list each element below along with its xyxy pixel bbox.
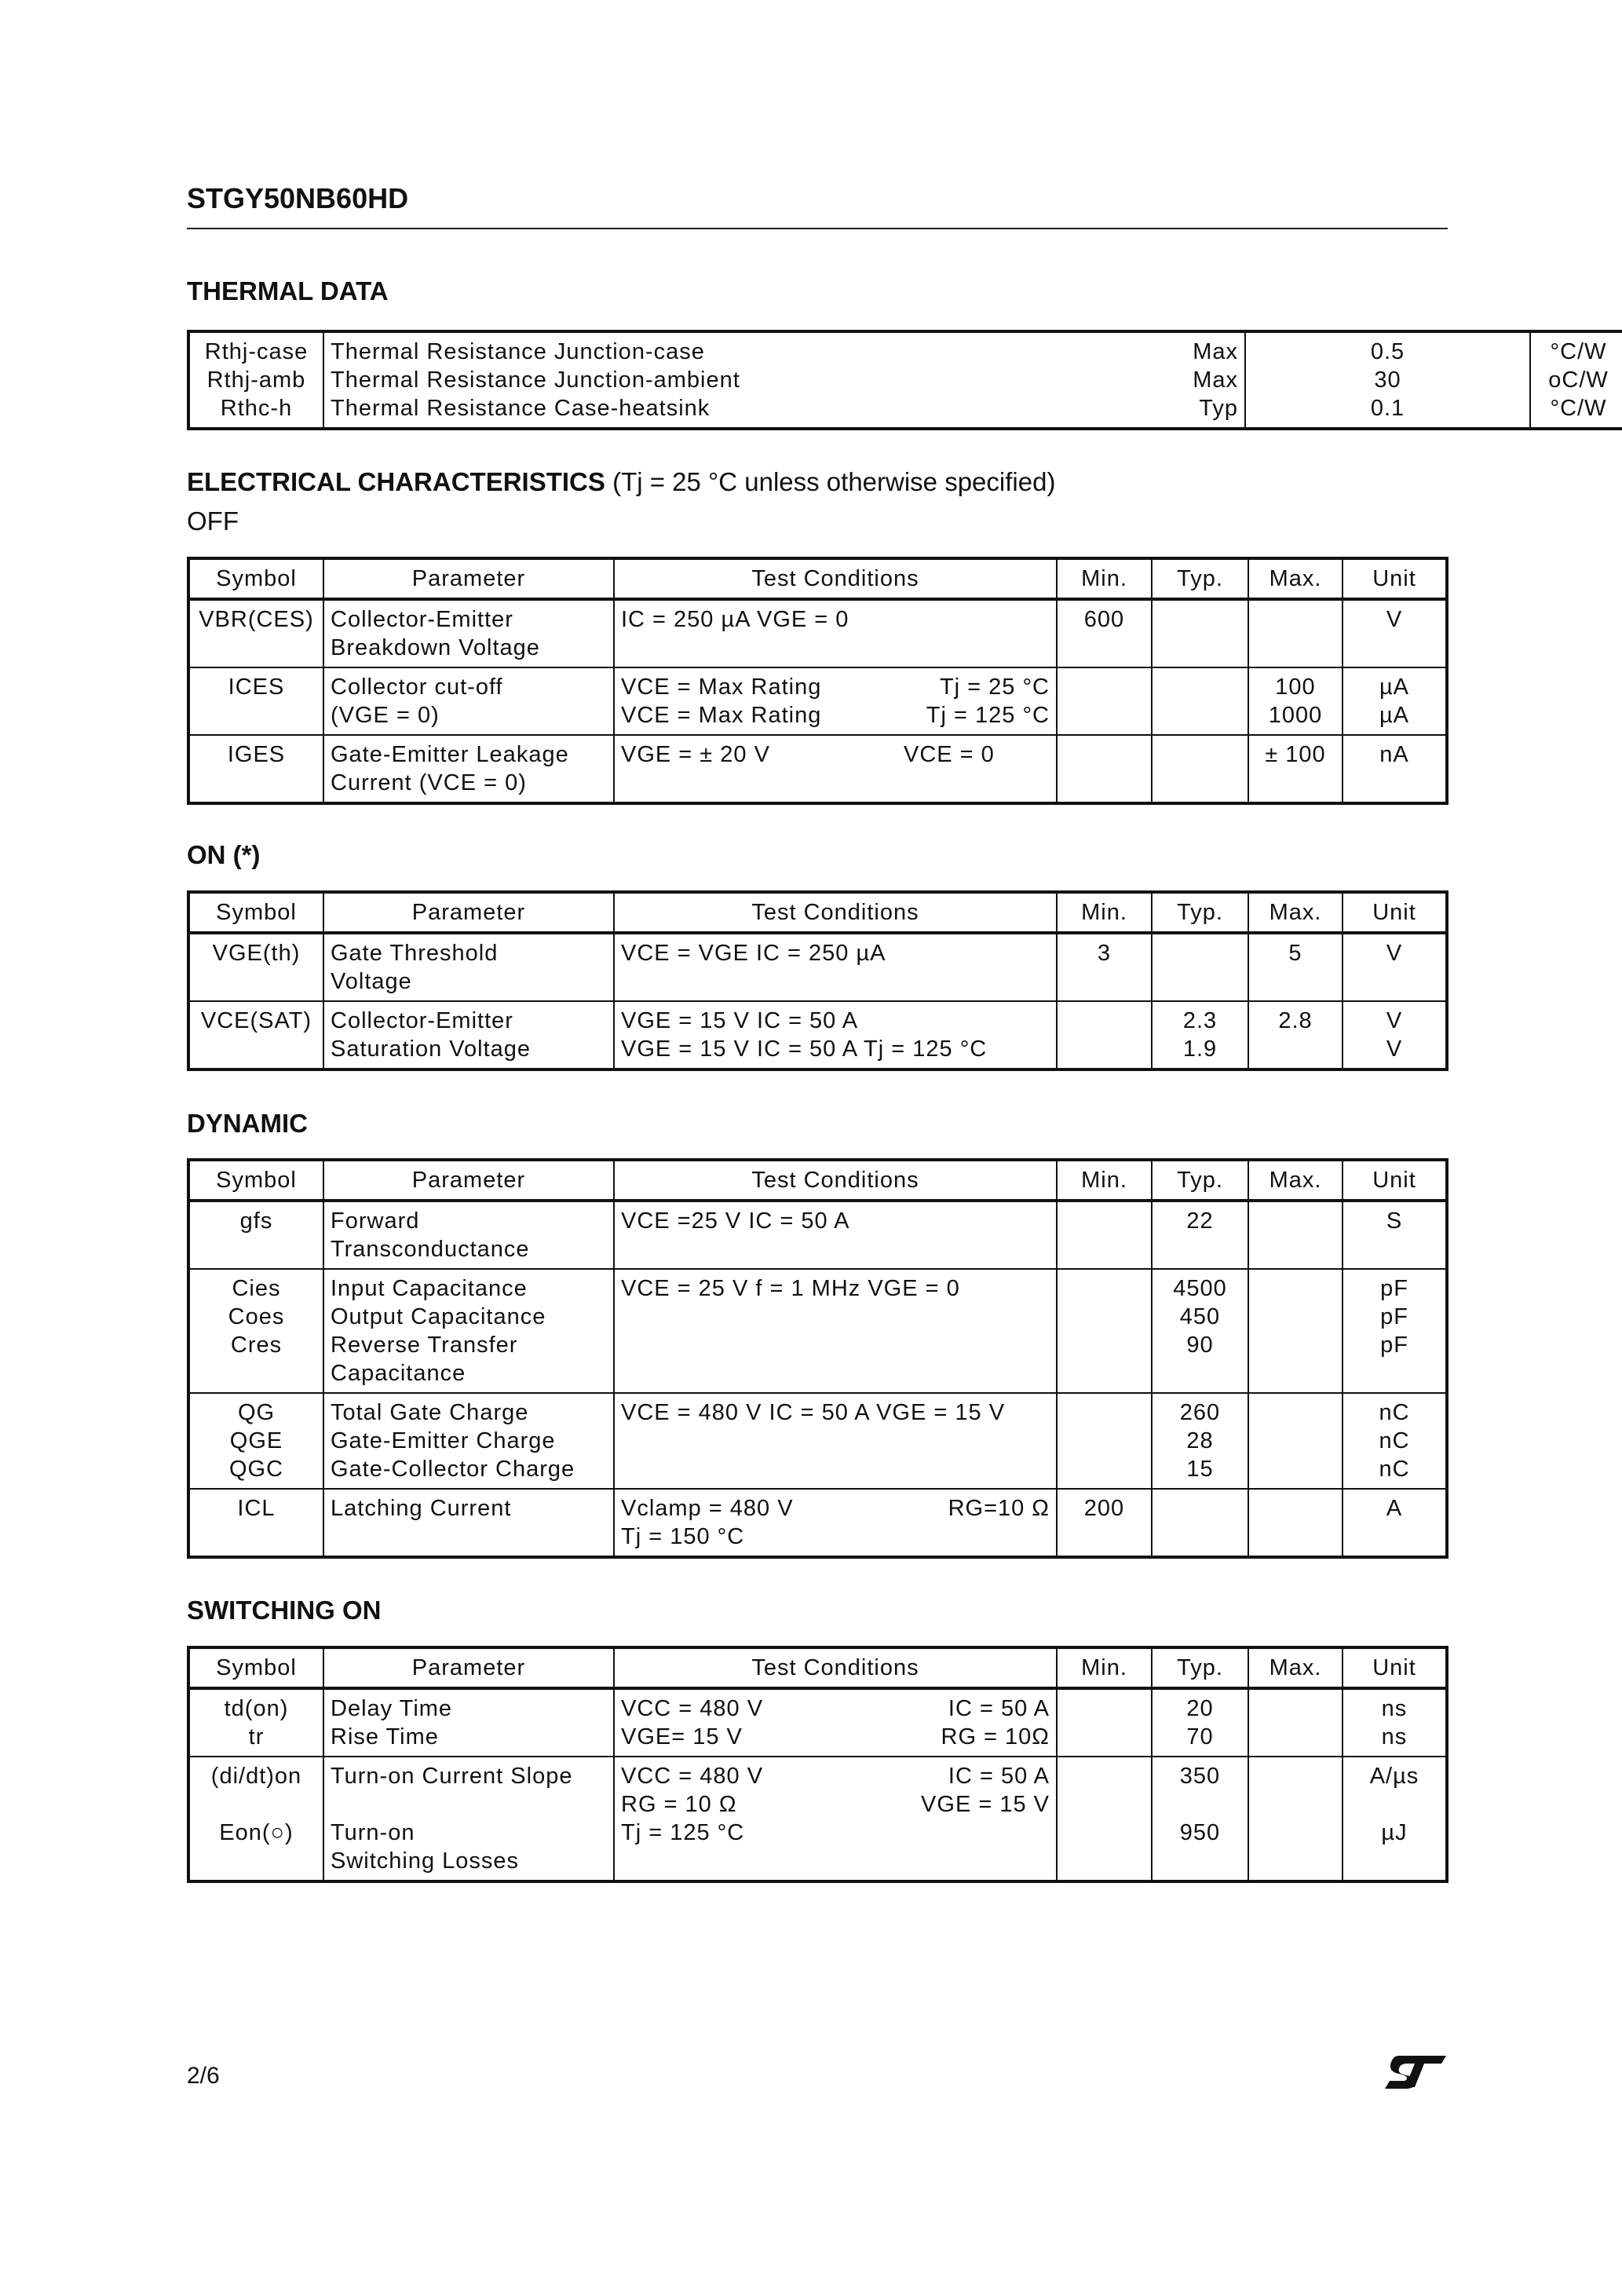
unit-value: A/µs [1369,1764,1419,1789]
parameter-line: Transconductance [331,1237,530,1262]
symbol-cell: VGE(th) [188,933,323,1001]
test-line: VCE = 0 [904,742,995,767]
col-max: Max. [1248,1647,1343,1688]
test-line: VGE = 15 V IC = 50 A [621,1008,859,1033]
test-line: RG=10 Ω [948,1496,1050,1521]
test-line: IC = 50 A [948,1764,1050,1789]
parameter-line: Total Gate Charge [331,1400,529,1425]
min-cell: 3 [1057,933,1152,1001]
test-line: Tj = 125 °C [621,1820,745,1845]
test-line: Tj = 25 °C [939,675,1050,700]
symbol-value: Cres [230,1333,283,1358]
max-value: 2.8 [1278,1008,1313,1033]
st-logo-icon [1383,2053,1448,2090]
symbol-cell: VBR(CES) [188,599,323,667]
col-min: Min. [1057,892,1152,933]
symbol-cell: gfs [188,1201,323,1269]
typ-value: 950 [1179,1820,1221,1845]
parameter-line: Collector cut-off [331,675,503,700]
table-row [188,1269,1447,1393]
symbol-value: QGE [229,1428,283,1453]
thermal-heading: THERMAL DATA [187,276,389,305]
min-cell: 600 [1057,599,1152,667]
unit-cell: S [1343,1201,1447,1269]
table-row [188,1393,1447,1489]
col-unit: Unit [1343,558,1447,599]
symbol-value: QGC [228,1457,284,1482]
table-row [188,1201,1447,1269]
col-symbol: Symbol [188,892,323,933]
typ-cell: 22 [1152,1201,1248,1269]
switching-on-heading: SWITCHING ON [187,1596,382,1625]
unit-value: µJ [1381,1820,1408,1845]
on-table [187,890,1448,1071]
table-row [188,735,1447,803]
part-number: STGY50NB60HD [187,182,409,214]
unit-value: ns [1381,1696,1408,1721]
off-table [187,557,1448,805]
col-min: Min. [1057,1160,1152,1201]
table-header [188,558,1447,599]
symbol-value: (di/dt)on [210,1764,302,1789]
test-line: VGE = ± 20 V [621,742,770,767]
typ-value: 4500 [1173,1276,1227,1301]
parameter-line: Gate-Collector Charge [331,1457,575,1482]
unit-value: pF [1380,1304,1408,1329]
col-parameter: Parameter [323,1160,614,1201]
typ-value: 2.3 [1182,1008,1218,1033]
col-max: Max. [1248,558,1343,599]
symbol-value: QG [237,1400,276,1425]
parameter-line: Output Capacitance [331,1304,546,1329]
parameter-line: Delay Time [331,1696,453,1721]
symbol-cell: VCE(SAT) [188,1001,323,1069]
unit-value: ns [1381,1724,1408,1749]
unit-cell: V [1343,933,1447,1001]
symbol-cell: ICES [188,667,323,735]
col-symbol: Symbol [188,558,323,599]
test-line: VCE = 25 V f = 1 MHz VGE = 0 [621,1276,960,1301]
thermal-unit: oC/W [1548,367,1609,393]
max-value: 100 [1275,675,1316,700]
col-max: Max. [1248,892,1343,933]
parameter-line: Latching Current [331,1496,512,1521]
col-parameter: Parameter [323,892,614,933]
symbol-cell: ICL [188,1489,323,1557]
parameter-line: Gate Threshold [331,941,499,966]
col-min: Min. [1057,558,1152,599]
table-row [188,1757,1447,1881]
test-line: VCE = VGE IC = 250 µA [621,941,886,966]
parameter-line: Current (VCE = 0) [331,770,527,795]
typ-value: 450 [1179,1304,1221,1329]
max-cell: 5 [1248,933,1343,1001]
unit-value: V [1386,1008,1403,1033]
typ-value: 15 [1186,1457,1214,1482]
parameter-line: Gate-Emitter Charge [331,1428,556,1453]
col-typ: Typ. [1152,1647,1248,1688]
col-typ: Typ. [1152,558,1248,599]
parameter-line: Switching Losses [331,1848,520,1874]
max-value: 1000 [1268,703,1323,728]
test-line: VGE = 15 V [921,1792,1050,1817]
col-unit: Unit [1343,1647,1447,1688]
symbol-value: Cies [232,1276,281,1301]
max-cell: ± 100 [1248,735,1343,803]
thermal-unit: °C/W [1550,339,1607,364]
parameter-line: Saturation Voltage [331,1036,532,1062]
parameter-line: Capacitance [331,1361,466,1386]
symbol-value: Coes [228,1304,285,1329]
parameter-line: Turn-on [331,1820,415,1845]
typ-value: 350 [1179,1764,1221,1789]
parameter-line: Collector-Emitter [331,607,513,632]
col-symbol: Symbol [188,1647,323,1688]
table-header [188,1647,1447,1688]
test-line: Vclamp = 480 V [621,1496,794,1521]
test-line: VGE= 15 V [621,1724,743,1749]
test-line: Tj = 150 °C [621,1524,745,1549]
col-test: Test Conditions [614,892,1057,933]
col-typ: Typ. [1152,892,1248,933]
typ-value: 260 [1179,1400,1221,1425]
table-header [188,1160,1447,1201]
test-line: VCE = 480 V IC = 50 A VGE = 15 V [621,1400,1006,1425]
unit-value: µA [1379,703,1410,728]
test-line: VCE = Max Rating [621,675,822,700]
table-row [188,1688,1447,1757]
table-row [188,1489,1447,1557]
thermal-qualifier: Typ [1199,396,1238,421]
typ-value: 28 [1186,1428,1214,1453]
test-line: VCC = 480 V [621,1696,764,1721]
unit-value: nC [1379,1428,1410,1453]
unit-value: V [1386,1036,1403,1062]
parameter-line: Rise Time [331,1724,439,1749]
dynamic-table [187,1158,1448,1559]
off-label: OFF [187,506,239,536]
table-row [188,1001,1447,1069]
electrical-heading [187,467,1055,497]
on-heading: ON (*) [187,840,261,869]
symbol-cell: IGES [188,735,323,803]
parameter-line: Reverse Transfer [331,1333,518,1358]
test-line: RG = 10Ω [941,1724,1050,1749]
thermal-parameter: Thermal Resistance Case-heatsink [331,396,711,421]
unit-value: µA [1379,675,1410,700]
symbol-value: td(on) [224,1696,289,1721]
test-line: VCE =25 V IC = 50 A [621,1208,850,1234]
col-unit: Unit [1343,892,1447,933]
dynamic-heading: DYNAMIC [187,1109,308,1138]
parameter-line: Breakdown Voltage [331,635,540,660]
unit-value: nC [1379,1400,1410,1425]
header-rule [187,228,1448,229]
thermal-value: 30 [1374,367,1401,393]
typ-value: 70 [1186,1724,1214,1749]
test-line: VCE = Max Rating [621,703,822,728]
col-max: Max. [1248,1160,1343,1201]
electrical-title: ELECTRICAL CHARACTERISTICS [187,467,605,496]
page-number: 2/6 [187,2063,220,2089]
thermal-qualifier: Max [1193,367,1238,393]
col-test: Test Conditions [614,558,1057,599]
typ-value: 1.9 [1182,1036,1218,1062]
thermal-symbol: Rthj-case [204,339,309,364]
parameter-line: Forward [331,1208,420,1234]
parameter-line: Gate-Emitter Leakage [331,742,569,767]
symbol-value: tr [248,1724,265,1749]
symbol-value: Eon(○) [219,1820,294,1845]
test-line: VGE = 15 V IC = 50 A Tj = 125 °C [621,1036,988,1062]
unit-value: nC [1379,1457,1410,1482]
thermal-table [187,330,1622,430]
col-symbol: Symbol [188,1160,323,1201]
thermal-parameter: Thermal Resistance Junction-case [331,339,705,364]
parameter-line: Voltage [331,969,412,994]
col-typ: Typ. [1152,1160,1248,1201]
col-parameter: Parameter [323,558,614,599]
thermal-unit: °C/W [1550,396,1607,421]
col-test: Test Conditions [614,1647,1057,1688]
thermal-table-body [188,331,1622,429]
test-line: IC = 50 A [948,1696,1050,1721]
test-line: RG = 10 Ω [621,1792,737,1817]
parameter-line: Collector-Emitter [331,1008,513,1033]
thermal-symbol: Rthj-amb [206,367,306,393]
table-row [188,933,1447,1001]
parameter-line: Turn-on Current Slope [331,1764,573,1789]
thermal-value: 0.1 [1370,396,1405,421]
unit-cell: V [1343,599,1447,667]
test-line: VCC = 480 V [621,1764,764,1789]
thermal-qualifier: Max [1193,339,1238,364]
typ-value: 20 [1186,1696,1214,1721]
min-cell: 200 [1057,1489,1152,1557]
unit-value: pF [1380,1333,1408,1358]
thermal-symbol: Rthc-h [220,396,293,421]
unit-cell: A [1343,1489,1447,1557]
thermal-value: 0.5 [1370,339,1405,364]
col-unit: Unit [1343,1160,1447,1201]
table-header [188,892,1447,933]
test-line: IC = 250 µA VGE = 0 [621,607,849,632]
unit-value: pF [1380,1276,1408,1301]
test-line: Tj = 125 °C [926,703,1050,728]
col-parameter: Parameter [323,1647,614,1688]
parameter-line: Input Capacitance [331,1276,528,1301]
switching-on-table [187,1646,1448,1883]
thermal-parameter: Thermal Resistance Junction-ambient [331,367,740,393]
col-min: Min. [1057,1647,1152,1688]
col-test: Test Conditions [614,1160,1057,1201]
table-row [188,599,1447,667]
table-row [188,667,1447,735]
electrical-condition: (Tj = 25 °C unless otherwise specified) [612,467,1056,496]
unit-cell: nA [1343,735,1447,803]
parameter-line: (VGE = 0) [331,703,440,728]
typ-value: 90 [1186,1333,1214,1358]
